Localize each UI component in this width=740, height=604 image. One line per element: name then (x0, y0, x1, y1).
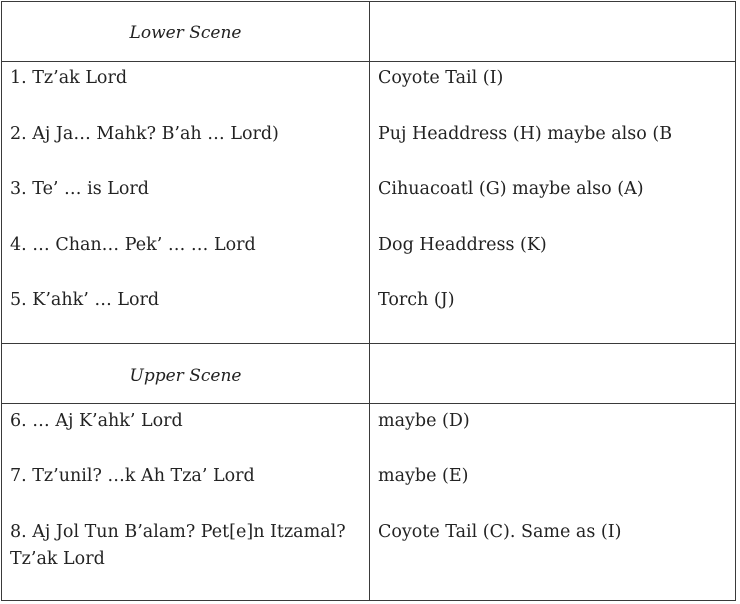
upper-row-7-name: 7. Tz’unil? …k Ah Tza’ Lord (10, 466, 255, 486)
row-divider (2, 343, 735, 344)
upper-row-7-figure: maybe (E) (378, 466, 469, 486)
scene-table (1, 1, 736, 601)
lower-row-2-figure: Puj Headdress (H) maybe also (B (378, 124, 673, 144)
lower-row-4-figure: Dog Headdress (K) (378, 235, 547, 255)
upper-row-8-figure: Coyote Tail (C). Same as (I) (378, 522, 622, 542)
lower-scene-title: Lower Scene (129, 23, 242, 43)
upper-row-8-name: 8. Aj Jol Tun B’alam? Pet[e]n Itzamal? (10, 522, 346, 542)
column-divider (369, 2, 370, 600)
upper-row-8-name-cont: Tz’ak Lord (10, 549, 105, 569)
row-divider (2, 61, 735, 62)
lower-row-3-name: 3. Te’ … is Lord (10, 179, 149, 199)
upper-scene-title: Upper Scene (129, 366, 242, 386)
lower-row-2-name: 2. Aj Ja… Mahk? B’ah … Lord) (10, 124, 279, 144)
lower-row-3-figure: Cihuacoatl (G) maybe also (A) (378, 179, 644, 199)
upper-row-6-figure: maybe (D) (378, 411, 470, 431)
lower-row-5-figure: Torch (J) (378, 290, 455, 310)
lower-row-4-name: 4. … Chan… Pek’ … … Lord (10, 235, 256, 255)
row-divider (2, 403, 735, 404)
lower-row-1-name: 1. Tz’ak Lord (10, 68, 128, 88)
lower-row-5-name: 5. K’ahk’ … Lord (10, 290, 160, 310)
upper-row-6-name: 6. … Aj K’ahk’ Lord (10, 411, 183, 431)
lower-row-1-figure: Coyote Tail (I) (378, 68, 504, 88)
